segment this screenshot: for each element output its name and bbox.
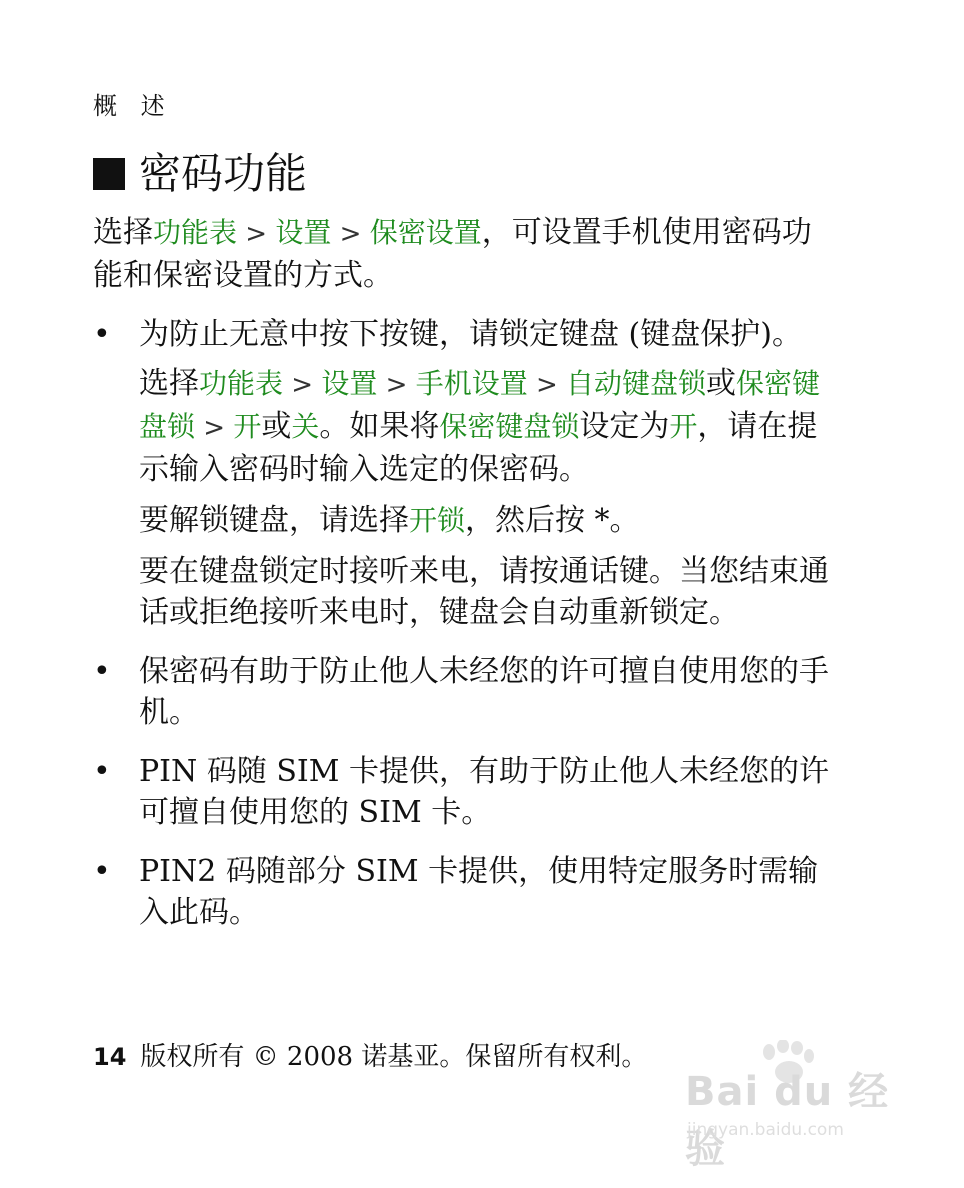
keypad-unlock-instructions bbox=[93, 500, 833, 541]
menu-path-item: 设置 bbox=[321, 367, 378, 400]
menu-option: 开 bbox=[233, 410, 262, 443]
text-run: 或 bbox=[261, 409, 292, 444]
page-footer bbox=[93, 1036, 647, 1073]
bullet-text: 保密码有助于防止他人未经您的许可擅自使用您的手机。 bbox=[139, 654, 829, 730]
bullet-icon: • bbox=[93, 754, 111, 789]
text-run: ，请在提示输入密码时输入选定的保密码。 bbox=[139, 409, 818, 487]
text-run: 或 bbox=[706, 366, 737, 401]
bullet-text: PIN2 码随部分 SIM 卡提供，使用特定服务时需输入此码。 bbox=[139, 854, 819, 930]
menu-option: 保密键盘锁 bbox=[139, 367, 821, 443]
menu-path-item: 功能表 bbox=[153, 216, 238, 249]
bullet-item bbox=[93, 651, 833, 733]
text-run: 。如果将 bbox=[319, 409, 440, 444]
bullet-text: 为防止无意中按下按键，请锁定键盘 (键盘保护)。 bbox=[139, 317, 802, 352]
baidu-watermark bbox=[685, 1040, 925, 1172]
section-title bbox=[93, 148, 307, 200]
bullet-item bbox=[93, 314, 833, 355]
intro-suffix: ，可设置手机使用密码功能和保密设置的方式。 bbox=[93, 215, 812, 293]
keypad-lock-instructions bbox=[93, 363, 833, 490]
section-square-marker bbox=[93, 158, 125, 190]
text-run: 要解锁键盘，请选择 bbox=[139, 503, 409, 538]
menu-option: 开 bbox=[669, 410, 698, 443]
copyright-text: 版权所有 © 2008 诺基亚。保留所有权利。 bbox=[140, 1042, 648, 1072]
watermark-brand: Bai du 经验 bbox=[685, 1069, 890, 1172]
running-header: 概 述 bbox=[93, 92, 173, 120]
menu-path-separator: > bbox=[331, 219, 370, 249]
page-number: 14 bbox=[93, 1043, 127, 1071]
menu-option: 开锁 bbox=[409, 504, 466, 537]
bullet-item bbox=[93, 851, 833, 933]
bullet-icon: • bbox=[93, 317, 111, 352]
keypad-call-instructions: 要在键盘锁定时接听来电，请按通话键。当您结束通话或拒绝接听来电时，键盘会自动重新锁定。 bbox=[139, 554, 829, 630]
section-title-text: 密码功能 bbox=[139, 149, 308, 198]
menu-option: 自动键盘锁 bbox=[566, 367, 707, 400]
menu-path-item: 保密设置 bbox=[369, 216, 482, 249]
menu-path-separator: > bbox=[377, 370, 416, 400]
menu-path-separator: > bbox=[527, 370, 567, 400]
bullet-icon: • bbox=[93, 654, 111, 689]
page-content bbox=[93, 212, 833, 941]
menu-path-item: 设置 bbox=[275, 216, 332, 249]
intro-paragraph bbox=[93, 212, 833, 296]
menu-option: 保密键盘锁 bbox=[439, 410, 580, 443]
bullet-text: PIN 码随 SIM 卡提供，有助于防止他人未经您的许可擅自使用您的 SIM 卡。 bbox=[139, 754, 830, 830]
text-run: ，然后按 *。 bbox=[465, 503, 640, 538]
text-run: 选择 bbox=[139, 366, 199, 401]
text-run: 设定为 bbox=[579, 409, 670, 444]
menu-path-separator: > bbox=[195, 413, 234, 443]
menu-path-separator: > bbox=[283, 370, 322, 400]
menu-path-item: 手机设置 bbox=[415, 367, 528, 400]
bullet-icon: • bbox=[93, 854, 111, 889]
menu-path-separator: > bbox=[237, 219, 276, 249]
intro-prefix: 选择 bbox=[93, 215, 153, 250]
menu-path-item: 功能表 bbox=[199, 367, 284, 400]
menu-option: 关 bbox=[291, 410, 320, 443]
bullet-item bbox=[93, 751, 833, 833]
watermark-url: jingyan.baidu.com bbox=[687, 1120, 844, 1140]
